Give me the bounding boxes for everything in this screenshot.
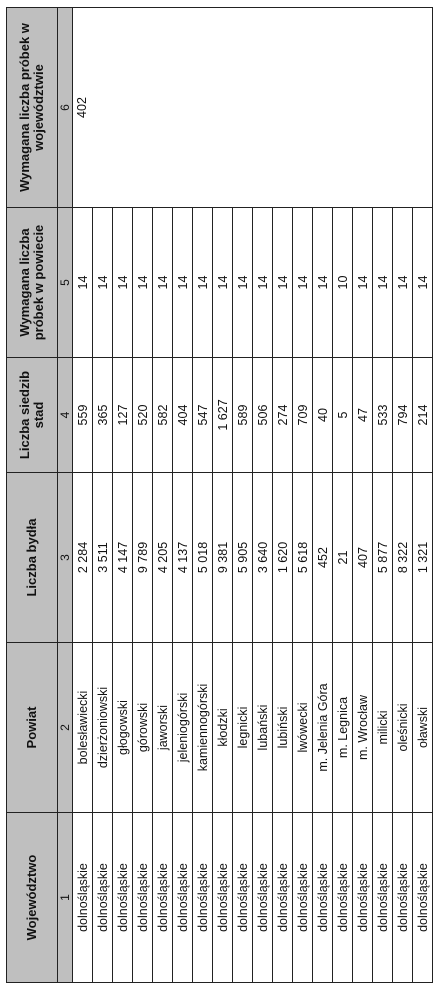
cell-wojewodztwo: dolnośląskie xyxy=(213,813,233,983)
header-liczba-bydla: Liczba bydła xyxy=(7,473,58,643)
cell-wojewodztwo: dolnośląskie xyxy=(413,813,433,983)
column-number: 4 xyxy=(58,358,73,473)
cell-probki-powiat: 14 xyxy=(233,208,253,358)
cell-liczba-bydla: 1 620 xyxy=(273,473,293,643)
column-number: 1 xyxy=(58,813,73,983)
cell-liczba-stad: 559 xyxy=(73,358,93,473)
cell-powiat: górowski xyxy=(133,643,153,813)
cell-powiat: legnicki xyxy=(233,643,253,813)
table-body xyxy=(73,8,433,983)
cell-probki-powiat: 14 xyxy=(293,208,313,358)
cell-liczba-bydla: 3 511 xyxy=(93,473,113,643)
cell-probki-powiat: 14 xyxy=(273,208,293,358)
cell-wojewodztwo: dolnośląskie xyxy=(173,813,193,983)
cell-wojewodztwo: dolnośląskie xyxy=(293,813,313,983)
cell-liczba-bydla: 9 381 xyxy=(213,473,233,643)
cell-liczba-bydla: 4 137 xyxy=(173,473,193,643)
cell-wojewodztwo: dolnośląskie xyxy=(373,813,393,983)
cell-liczba-stad: 5 xyxy=(333,358,353,473)
column-number-row xyxy=(58,8,73,983)
cell-powiat: kłodzki xyxy=(213,643,233,813)
column-number: 3 xyxy=(58,473,73,643)
cell-powiat: jeleniogórski xyxy=(173,643,193,813)
cell-liczba-bydla: 9 789 xyxy=(133,473,153,643)
cell-wojewodztwo: dolnośląskie xyxy=(133,813,153,983)
cell-liczba-stad: 365 xyxy=(93,358,113,473)
cell-wojewodztwo: dolnośląskie xyxy=(393,813,413,983)
cell-probki-powiat: 14 xyxy=(413,208,433,358)
cell-liczba-bydla: 452 xyxy=(313,473,333,643)
cell-liczba-stad: 40 xyxy=(313,358,333,473)
cell-liczba-bydla: 5 018 xyxy=(193,473,213,643)
column-number: 5 xyxy=(58,208,73,358)
cell-wojewodztwo: dolnośląskie xyxy=(73,813,93,983)
cell-powiat: lubański xyxy=(253,643,273,813)
cell-powiat: lubiński xyxy=(273,643,293,813)
cell-wojewodztwo: dolnośląskie xyxy=(353,813,373,983)
cell-liczba-stad: 274 xyxy=(273,358,293,473)
cell-liczba-bydla: 5 877 xyxy=(373,473,393,643)
cell-powiat: milicki xyxy=(373,643,393,813)
cell-probki-wojewodztwo: 402 xyxy=(73,8,433,208)
cell-wojewodztwo: dolnośląskie xyxy=(313,813,333,983)
cell-probki-powiat: 14 xyxy=(73,208,93,358)
cell-powiat: oławski xyxy=(413,643,433,813)
header-probki-wojewodztwo: Wymagana liczba próbek w województwie xyxy=(7,8,58,208)
cell-probki-powiat: 14 xyxy=(253,208,273,358)
cell-liczba-bydla: 4 147 xyxy=(113,473,133,643)
cell-wojewodztwo: dolnośląskie xyxy=(153,813,173,983)
cell-powiat: m. Wrocław xyxy=(353,643,373,813)
cell-wojewodztwo: dolnośląskie xyxy=(273,813,293,983)
cell-liczba-stad: 533 xyxy=(373,358,393,473)
cell-probki-powiat: 14 xyxy=(313,208,333,358)
cell-liczba-stad: 582 xyxy=(153,358,173,473)
header-probki-powiat: Wymagana liczba próbek w powiecie xyxy=(7,208,58,358)
cell-powiat: głogowski xyxy=(113,643,133,813)
cell-powiat: kamiennogórski xyxy=(193,643,213,813)
column-number: 2 xyxy=(58,643,73,813)
cell-powiat: dzierżoniowski xyxy=(93,643,113,813)
cell-probki-powiat: 10 xyxy=(333,208,353,358)
cell-liczba-bydla: 4 205 xyxy=(153,473,173,643)
cell-liczba-stad: 547 xyxy=(193,358,213,473)
cell-probki-powiat: 14 xyxy=(133,208,153,358)
cell-liczba-stad: 506 xyxy=(253,358,273,473)
cell-liczba-bydla: 5 618 xyxy=(293,473,313,643)
cell-probki-powiat: 14 xyxy=(93,208,113,358)
cell-liczba-stad: 1 627 xyxy=(213,358,233,473)
header-wojewodztwo: Województwo xyxy=(7,813,58,983)
cell-probki-powiat: 14 xyxy=(373,208,393,358)
cell-liczba-stad: 404 xyxy=(173,358,193,473)
cell-liczba-bydla: 8 322 xyxy=(393,473,413,643)
cell-liczba-bydla: 1 321 xyxy=(413,473,433,643)
cell-powiat: lwówecki xyxy=(293,643,313,813)
cell-wojewodztwo: dolnośląskie xyxy=(193,813,213,983)
cell-liczba-bydla: 5 905 xyxy=(233,473,253,643)
cell-liczba-bydla: 3 640 xyxy=(253,473,273,643)
cell-powiat: jaworski xyxy=(153,643,173,813)
cell-liczba-bydla: 21 xyxy=(333,473,353,643)
cell-wojewodztwo: dolnośląskie xyxy=(93,813,113,983)
cell-wojewodztwo: dolnośląskie xyxy=(113,813,133,983)
header-liczba-siedzib-stad: Liczba siedzib stad xyxy=(7,358,58,473)
cell-powiat: bolesławiecki xyxy=(73,643,93,813)
cell-probki-powiat: 14 xyxy=(213,208,233,358)
cell-powiat: oleśnicki xyxy=(393,643,413,813)
cell-probki-powiat: 14 xyxy=(193,208,213,358)
cell-probki-powiat: 14 xyxy=(153,208,173,358)
cell-wojewodztwo: dolnośląskie xyxy=(333,813,353,983)
cell-probki-powiat: 14 xyxy=(173,208,193,358)
cell-liczba-stad: 794 xyxy=(393,358,413,473)
header-row xyxy=(7,8,58,983)
cell-liczba-stad: 520 xyxy=(133,358,153,473)
cell-liczba-stad: 214 xyxy=(413,358,433,473)
cell-liczba-stad: 709 xyxy=(293,358,313,473)
column-number: 6 xyxy=(58,8,73,208)
cell-probki-powiat: 14 xyxy=(393,208,413,358)
cell-powiat: m. Legnica xyxy=(333,643,353,813)
cell-liczba-bydla: 407 xyxy=(353,473,373,643)
cell-wojewodztwo: dolnośląskie xyxy=(253,813,273,983)
cell-liczba-stad: 47 xyxy=(353,358,373,473)
cell-wojewodztwo: dolnośląskie xyxy=(233,813,253,983)
header-powiat: Powiat xyxy=(7,643,58,813)
cell-powiat: m. Jelenia Góra xyxy=(313,643,333,813)
cell-liczba-stad: 127 xyxy=(113,358,133,473)
cell-probki-powiat: 14 xyxy=(113,208,133,358)
cell-liczba-stad: 589 xyxy=(233,358,253,473)
table-row xyxy=(73,8,93,983)
cell-liczba-bydla: 2 284 xyxy=(73,473,93,643)
sampling-table xyxy=(6,7,433,983)
cell-probki-powiat: 14 xyxy=(353,208,373,358)
